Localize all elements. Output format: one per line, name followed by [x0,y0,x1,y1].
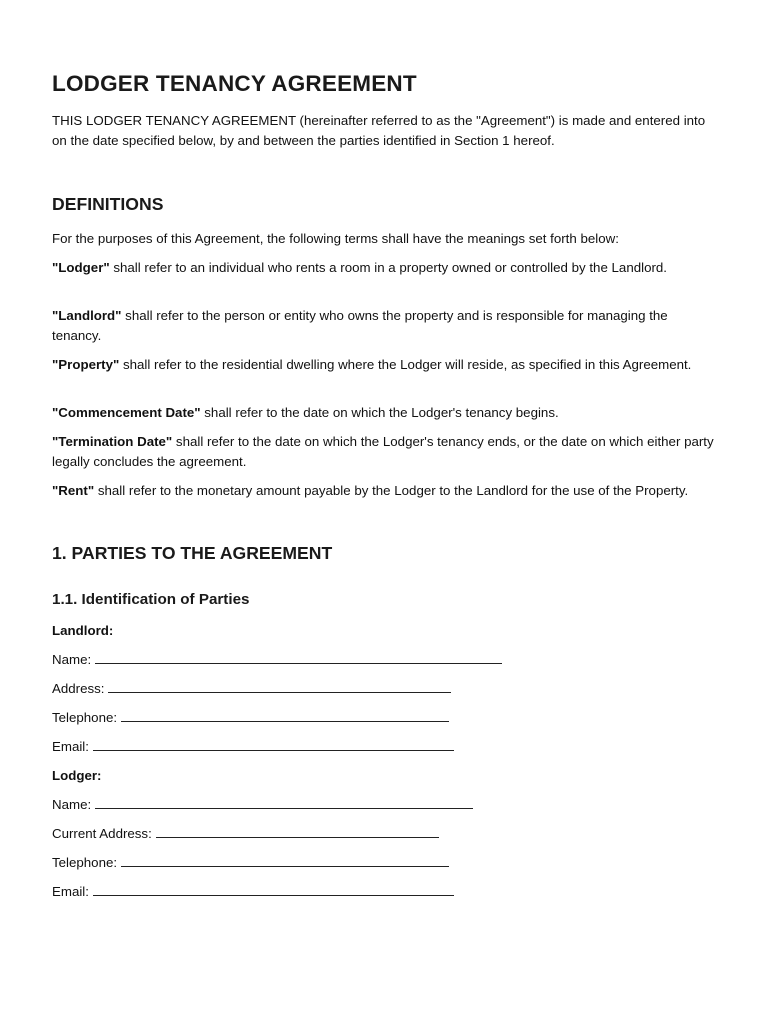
fill-line[interactable] [156,826,439,838]
field-label: Name: [52,652,92,667]
definition-termination-date [52,432,717,471]
lodger-email-field[interactable] [52,884,454,899]
landlord-address-field[interactable] [52,681,451,696]
field-label: Telephone: [52,710,118,725]
document-title: LODGER TENANCY AGREEMENT [52,71,417,96]
definitions-heading: DEFINITIONS [52,194,164,214]
definition-rent [52,481,717,501]
definition-text: shall refer to an individual who rents a room in a property owned or controlled by the Landlord. [109,260,667,275]
field-label: Email: [52,884,89,899]
landlord-email-field[interactable] [52,739,454,754]
lodger-telephone-field[interactable] [52,855,449,870]
lodger-current-address-field[interactable] [52,826,439,841]
definition-text: shall refer to the date on which the Lodger's tenancy begins. [200,405,559,420]
landlord-label: Landlord: [52,623,114,638]
definition-term: "Property" [52,357,120,372]
field-label: Name: [52,797,92,812]
definition-term: "Commencement Date" [52,405,201,420]
field-label: Email: [52,739,89,754]
fill-line[interactable] [121,855,449,867]
fill-line[interactable] [93,739,454,751]
definition-landlord [52,306,717,345]
field-label: Address: [52,681,105,696]
section1-1-heading: 1.1. Identification of Parties [52,591,250,608]
definition-text: shall refer to the person or entity who owns the property and is responsible for managing the tenancy. [52,308,668,343]
field-label: Telephone: [52,855,118,870]
definition-term: "Termination Date" [52,434,173,449]
definition-term: "Lodger" [52,260,110,275]
section1-heading: 1. PARTIES TO THE AGREEMENT [52,543,333,563]
fill-line[interactable] [95,797,473,809]
definition-commencement-date [52,403,717,423]
definition-term: "Rent" [52,483,95,498]
landlord-name-field[interactable] [52,652,502,667]
definition-text: shall refer to the residential dwelling where the Lodger will reside, as specified in this Agreement. [119,357,692,372]
field-label: Current Address: [52,826,152,841]
fill-line[interactable] [93,884,454,896]
definition-term: "Landlord" [52,308,122,323]
lodger-label: Lodger: [52,768,102,783]
fill-line[interactable] [121,710,449,722]
intro-paragraph: THIS LODGER TENANCY AGREEMENT (hereinafter referred to as the "Agreement") is made and entered into on the date specified below, by and between the parties identified in Section 1 hereof. [52,113,706,148]
definition-property [52,355,717,375]
definition-text: shall refer to the monetary amount payable by the Lodger to the Landlord for the use of the Property. [94,483,689,498]
definition-lodger [52,258,717,278]
landlord-telephone-field[interactable] [52,710,449,725]
definitions-lead: For the purposes of this Agreement, the following terms shall have the meanings set forth below: [52,231,619,246]
fill-line[interactable] [95,652,502,664]
lodger-name-field[interactable] [52,797,473,812]
fill-line[interactable] [108,681,451,693]
definition-text: shall refer to the date on which the Lodger's tenancy ends, or the date on which either party legally concludes the agreement. [52,434,714,469]
